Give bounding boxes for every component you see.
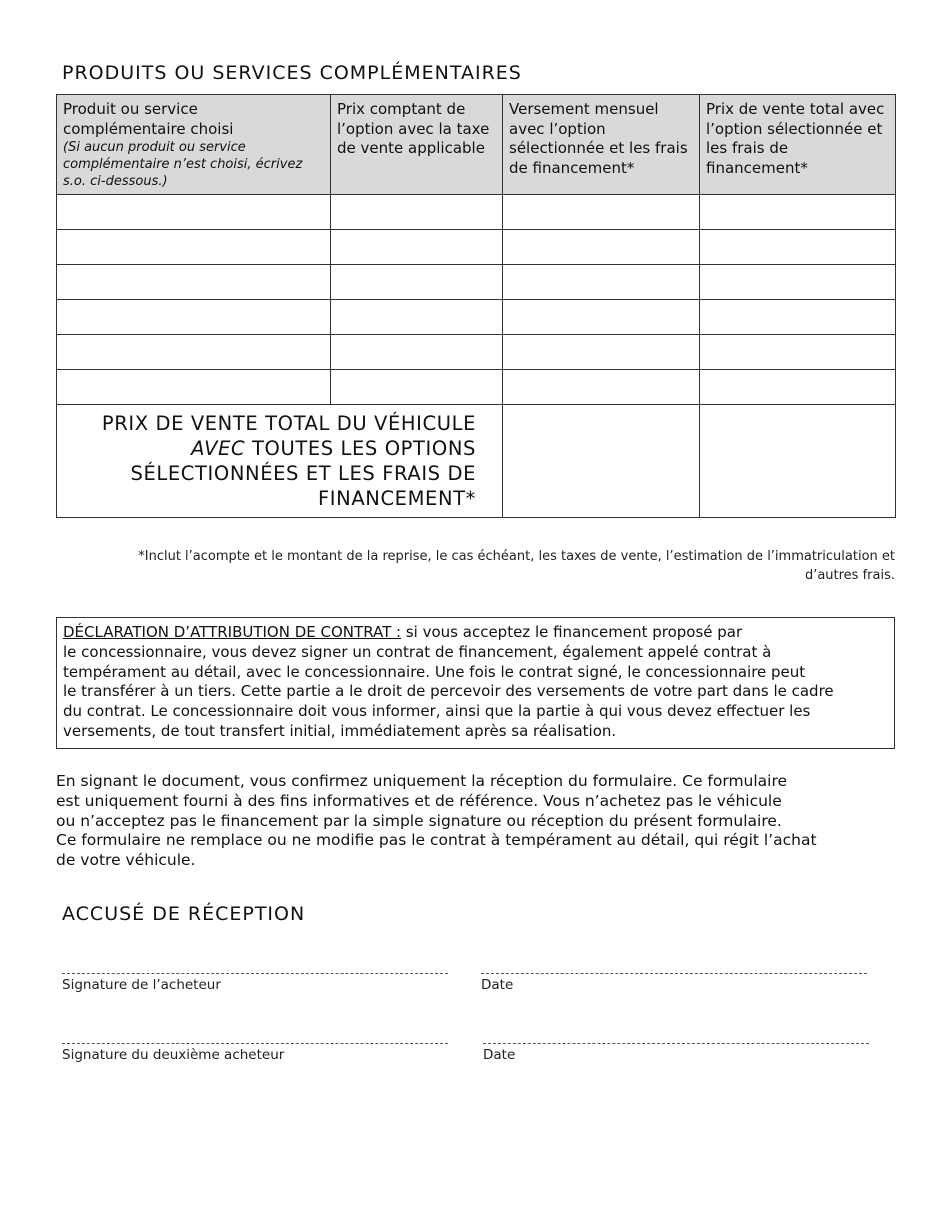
second-buyer-date-line[interactable] bbox=[483, 1043, 869, 1044]
declaration-line1: si vous acceptez le financement proposé par bbox=[401, 623, 743, 641]
total-row bbox=[57, 405, 896, 518]
second-buyer-date-label: Date bbox=[483, 1047, 516, 1063]
declaration-line6: versements, de tout transfert initial, immédiatement après sa réalisation. bbox=[63, 721, 617, 740]
second-buyer-signature-label: Signature du deuxième acheteur bbox=[62, 1047, 285, 1063]
monthly-payment-cell[interactable] bbox=[503, 230, 700, 265]
total-price-cell[interactable] bbox=[700, 195, 896, 230]
buyer-signature-line[interactable] bbox=[62, 973, 448, 974]
total-price-cell[interactable] bbox=[700, 370, 896, 405]
cash-price-cell[interactable] bbox=[331, 335, 503, 370]
total-price-cell[interactable] bbox=[700, 265, 896, 300]
header-total-sale-price-text: Prix de vente total avec l’option sélectionnée et les frais de financement* bbox=[706, 100, 885, 177]
total-vehicle-price-label bbox=[57, 405, 503, 518]
table-row bbox=[57, 335, 896, 370]
table-row bbox=[57, 370, 896, 405]
complementary-products-table bbox=[56, 94, 896, 518]
footnote-line1: *Inclut l’acompte et le montant de la reprise, le cas échéant, les taxes de vente, l’estimation de l’immatriculation et bbox=[138, 549, 895, 564]
header-total-sale-price bbox=[700, 95, 896, 195]
total-label-line3: SÉLECTIONNÉES ET LES FRAIS DE bbox=[130, 462, 476, 485]
total-label-avec: AVEC bbox=[191, 437, 246, 460]
complementary-section-title: PRODUITS OU SERVICES COMPLÉMENTAIRES bbox=[62, 62, 522, 84]
table-row bbox=[57, 195, 896, 230]
header-product-line2: complémentaire choisi bbox=[63, 119, 234, 138]
header-monthly-payment-text: Versement mensuel avec l’option sélectionnée et les frais de financement* bbox=[509, 100, 688, 177]
total-price-cell[interactable] bbox=[700, 335, 896, 370]
header-product-note: (Si aucun produit ou service complémentaire n’est choisi, écrivez s.o. ci-dessous.) bbox=[63, 140, 303, 189]
monthly-payment-cell[interactable] bbox=[503, 335, 700, 370]
contract-assignment-declaration bbox=[56, 617, 895, 749]
cash-price-cell[interactable] bbox=[331, 300, 503, 335]
header-cash-price bbox=[331, 95, 503, 195]
cash-price-cell[interactable] bbox=[331, 370, 503, 405]
total-label-line4: FINANCEMENT* bbox=[317, 487, 476, 510]
acknowledgement-paragraph bbox=[56, 772, 856, 871]
buyer-signature-label: Signature de l’acheteur bbox=[62, 977, 221, 993]
ack-line5: de votre véhicule. bbox=[56, 851, 196, 870]
buyer-date-line[interactable] bbox=[481, 973, 867, 974]
total-price-cell[interactable] bbox=[700, 230, 896, 265]
buyer-date-label: Date bbox=[481, 977, 514, 993]
table-row bbox=[57, 300, 896, 335]
header-cash-price-text: Prix comptant de l’option avec la taxe de vente applicable bbox=[337, 100, 490, 157]
product-cell[interactable] bbox=[57, 195, 331, 230]
ack-line2: est uniquement fourni à des fins informatives et de référence. Vous n’achetez pas le véhicule bbox=[56, 791, 782, 810]
receipt-title: ACCUSÉ DE RÉCEPTION bbox=[62, 903, 306, 925]
monthly-payment-cell[interactable] bbox=[503, 370, 700, 405]
cash-price-cell[interactable] bbox=[331, 195, 503, 230]
header-product-line1: Produit ou service bbox=[63, 100, 198, 118]
cash-price-cell[interactable] bbox=[331, 265, 503, 300]
table-header-row bbox=[57, 95, 896, 195]
product-cell[interactable] bbox=[57, 230, 331, 265]
declaration-heading: DÉCLARATION D’ATTRIBUTION DE CONTRAT : bbox=[63, 623, 402, 641]
footnote bbox=[56, 548, 895, 585]
monthly-payment-cell[interactable] bbox=[503, 300, 700, 335]
second-buyer-signature-line[interactable] bbox=[62, 1043, 448, 1044]
product-cell[interactable] bbox=[57, 370, 331, 405]
declaration-line4: le transférer à un tiers. Cette partie a le droit de percevoir des versements de votre part dans le cadre bbox=[63, 682, 834, 701]
total-label-line1: PRIX DE VENTE TOTAL DU VÉHICULE bbox=[101, 412, 476, 435]
total-monthly-payment-cell[interactable] bbox=[503, 405, 700, 518]
product-cell[interactable] bbox=[57, 265, 331, 300]
monthly-payment-cell[interactable] bbox=[503, 195, 700, 230]
total-sale-price-cell[interactable] bbox=[700, 405, 896, 518]
declaration-line2: le concessionnaire, vous devez signer un contrat de financement, également appelé contrat à bbox=[63, 642, 772, 661]
table-row bbox=[57, 230, 896, 265]
declaration-line5: du contrat. Le concessionnaire doit vous informer, ainsi que la partie à qui vous devez effectuer les bbox=[63, 702, 811, 721]
table-row bbox=[57, 265, 896, 300]
product-cell[interactable] bbox=[57, 335, 331, 370]
declaration-line3: tempérament au détail, avec le concessionnaire. Une fois le contrat signé, le concessionnaire peut bbox=[63, 662, 806, 681]
ack-line4: Ce formulaire ne remplace ou ne modifie pas le contrat à tempérament au détail, qui régit l’achat bbox=[56, 831, 817, 850]
monthly-payment-cell[interactable] bbox=[503, 265, 700, 300]
ack-line1: En signant le document, vous confirmez uniquement la réception du formulaire. Ce formulaire bbox=[56, 772, 788, 790]
header-monthly-payment bbox=[503, 95, 700, 195]
ack-line3: ou n’acceptez pas le financement par la simple signature ou réception du présent formulaire. bbox=[56, 811, 782, 830]
product-cell[interactable] bbox=[57, 300, 331, 335]
total-label-line2: TOUTES LES OPTIONS bbox=[245, 437, 476, 460]
header-product-chosen bbox=[57, 95, 331, 195]
footnote-line2: d’autres frais. bbox=[804, 567, 895, 583]
cash-price-cell[interactable] bbox=[331, 230, 503, 265]
total-price-cell[interactable] bbox=[700, 300, 896, 335]
